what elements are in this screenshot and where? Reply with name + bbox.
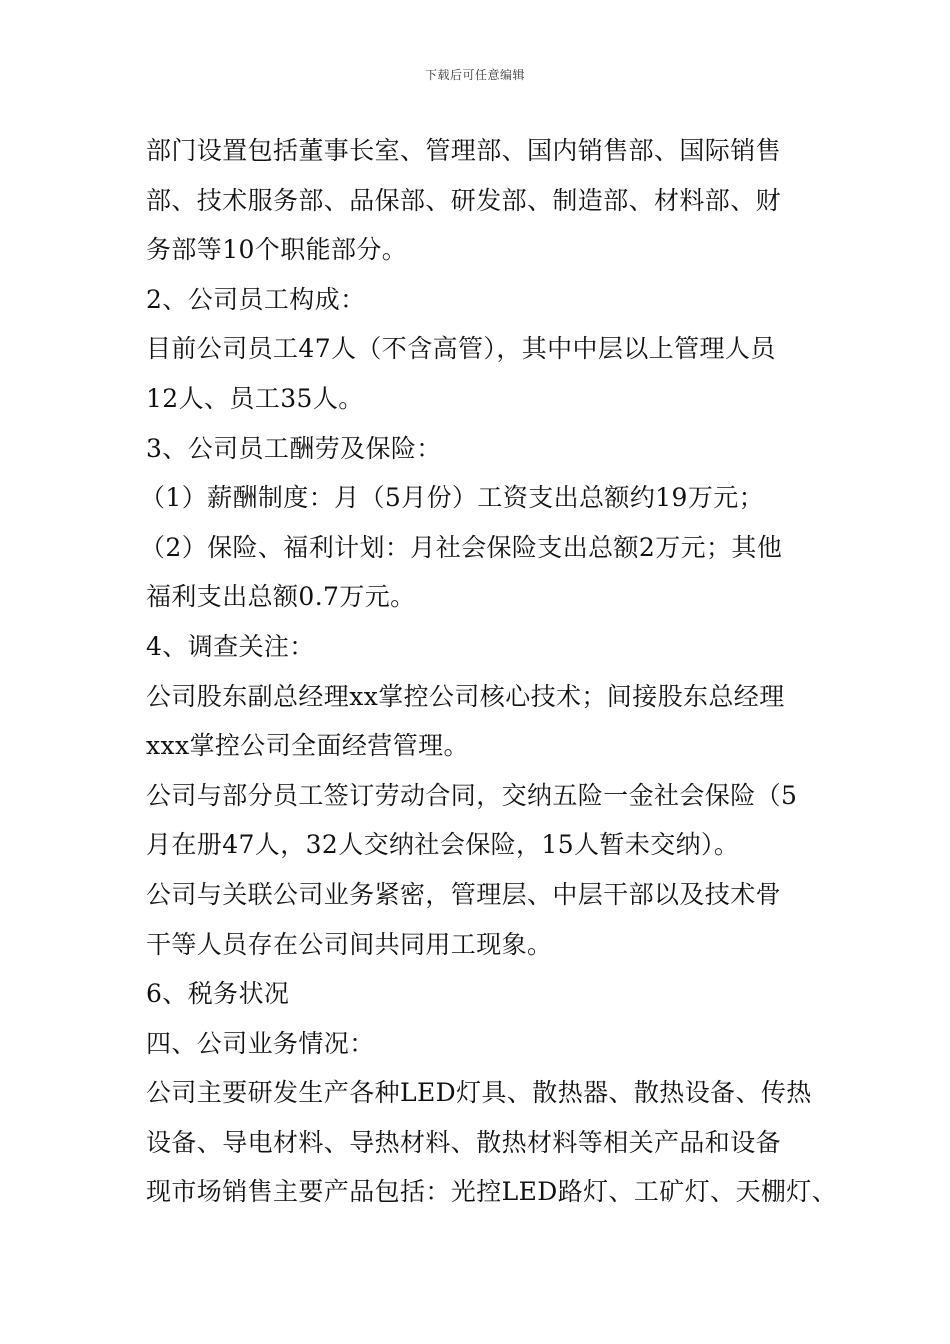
body-line: 目前公司员工47人（不含高管），其中中层以上管理人员 (146, 334, 776, 364)
body-line: 月在册47人，32人交纳社会保险，15人暂未交纳）。 (146, 830, 740, 860)
body-line: 福利支出总额0.7万元。 (146, 582, 416, 612)
body-line: 公司与部分员工签订劳动合同，交纳五险一金社会保险（5 (146, 780, 798, 810)
section-heading: 4、调查关注： (146, 631, 315, 661)
list-item: （2）保险、福利计划：月社会保险支出总额2万元；其他 (140, 532, 783, 562)
body-line: 设备、导电材料、导热材料、散热材料等相关产品和设备 (146, 1127, 782, 1157)
body-line: 部门设置包括董事长室、管理部、国内销售部、国际销售 (146, 136, 782, 165)
body-line: 公司与关联公司业务紧密，管理层、中层干部以及技术骨 (146, 879, 782, 909)
body-line: 部、技术服务部、品保部、研发部、制造部、材料部、财 (146, 185, 782, 215)
body-line: 干等人员存在公司间共同用工现象。 (146, 929, 553, 959)
section-heading: 2、公司员工构成： (146, 284, 366, 314)
section-heading: 6、税务状况 (146, 979, 290, 1009)
body-line: 务部等10个职能部分。 (146, 235, 408, 265)
body-line: 12人、员工35人。 (146, 383, 364, 413)
section-heading: 3、公司员工酬劳及保险： (146, 433, 442, 463)
document-body (140, 126, 838, 1217)
body-line: 现市场销售主要产品包括：光控LED路灯、工矿灯、天棚灯、 (146, 1177, 838, 1207)
list-item: （1）薪酬制度：月（5月份）工资支出总额约19万元； (140, 483, 765, 513)
header-note: 下载后可任意编辑 (424, 68, 525, 82)
body-line: xxx掌控公司全面经营管理。 (146, 731, 469, 761)
body-line: 公司股东副总经理xx掌控公司核心技术；间接股东总经理 (146, 681, 785, 711)
body-line: 公司主要研发生产各种LED灯具、散热器、散热设备、传热 (146, 1078, 812, 1108)
section-heading: 四、公司业务情况： (146, 1028, 375, 1058)
